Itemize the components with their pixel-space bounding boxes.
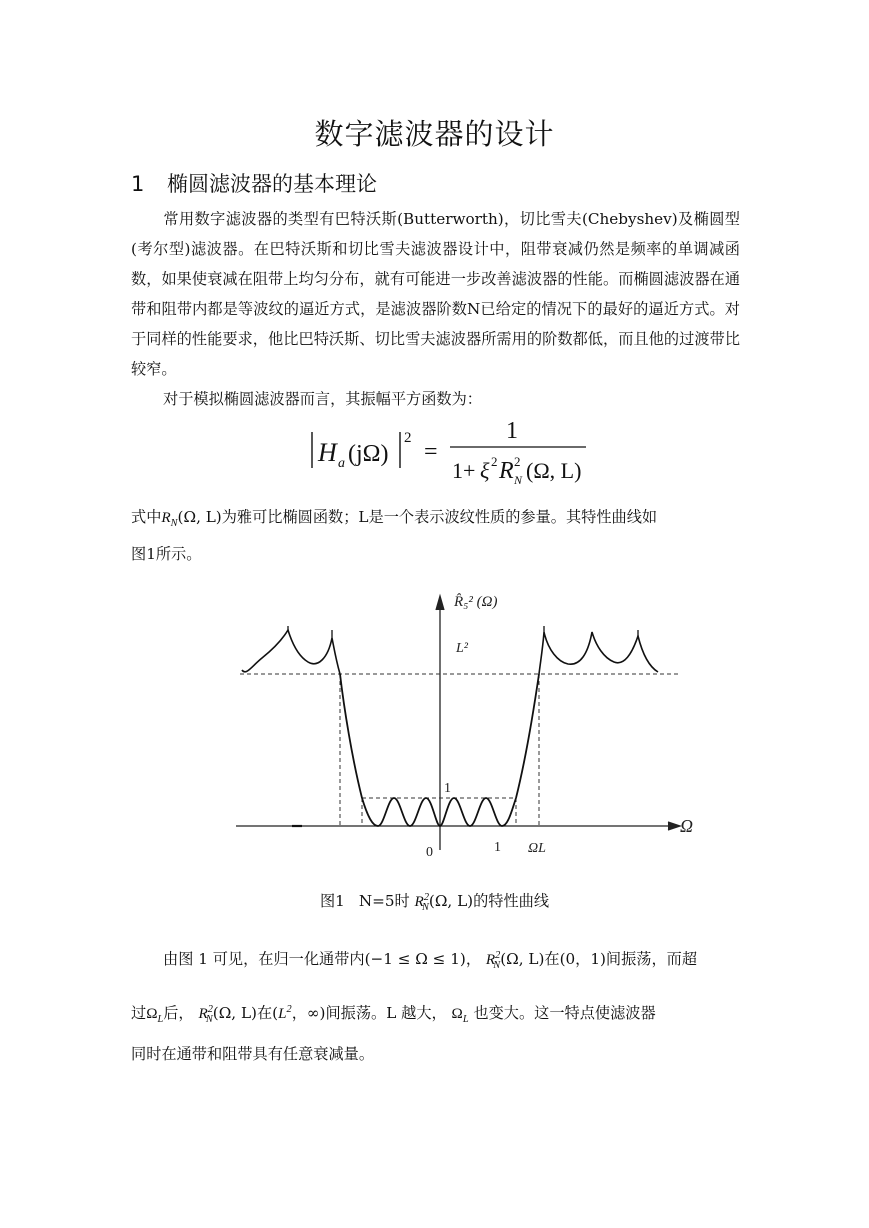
y-axis-label: R̂₅² (Ω) [454, 594, 498, 610]
conclusion-l2-exp: 2 [286, 1004, 292, 1016]
section-heading [131, 168, 377, 198]
jacobi-r [161, 509, 178, 530]
paragraph-jacobi [131, 502, 740, 569]
jacobi-prefix: 式中 [131, 508, 162, 526]
conclusion-arg-2: (Ω, L) [212, 1004, 257, 1023]
conclusion-r1-letter: R [485, 951, 496, 969]
conclusion-t4: 后， [163, 1004, 194, 1023]
conclusion-omega-l-2 [451, 1005, 469, 1026]
conclusion-r1-sub: N [493, 960, 501, 972]
caption-tail: 的特性曲线 [473, 892, 550, 910]
conclusion-omega1-sub: L [157, 1014, 164, 1026]
conclusion-t7: 也变大。这一特点使滤波器 [473, 1004, 656, 1023]
right-stopband-curve [539, 632, 658, 674]
section-number: 1 [131, 172, 145, 196]
caption-n: N=5时 [358, 892, 410, 910]
page-title: 数字滤波器的设计 [314, 117, 555, 151]
conclusion-t1: 由图 1 可见，在归一化通带内(−1 ≤ Ω ≤ 1)， [163, 950, 482, 969]
conclusion-r1-exp: 2 [495, 950, 501, 961]
conclusion-t6: ，∞)间振荡。L 越大， [291, 1004, 447, 1023]
caption-arg: (Ω, L) [428, 892, 474, 910]
paragraph-intro-text: 常用数字滤波器的类型有巴特沃斯(Butterworth)，切比雪夫(Chebyshev)及椭圆型(考尔型)滤波器。在巴特沃斯和切比雪夫滤波器设计中，阻带衰减仍然是频率的单调减函数，如果使衰减在阻带上均匀分布，就有可能进一步改善滤波器的性能。而椭圆滤波器在通带和阻带内都是等波纹的逼近方式，是滤波器阶数N已给定的情况下的最好的逼近方式。对于同样的性能要求，他比巴特沃斯、切比雪夫滤波器所需用的阶数都低，而且他的过渡带比较窄。 [131, 210, 740, 378]
conclusion-r-2 [198, 1004, 213, 1026]
conclusion-omega-l-1 [146, 1005, 164, 1026]
x-axis-label: Ω [680, 816, 694, 836]
paragraph-amplitude-text: 对于模拟椭圆滤波器而言，其振幅平方函数为： [163, 390, 482, 408]
caption-r-letter: R [414, 893, 424, 910]
jacobi-suffix2: 图1所示。 [131, 545, 202, 564]
eq-den-r: R [499, 458, 514, 484]
jacobi-r-letter: R [161, 509, 171, 526]
conclusion-omega2: Ω [451, 1005, 463, 1023]
x-tick-omega-l: ΩL [528, 841, 546, 856]
conclusion-arg-1: (Ω, L) [500, 950, 545, 969]
conclusion-omega2-sub: L [462, 1014, 469, 1026]
x-tick-1: 1 [494, 840, 501, 855]
left-transition-curve [340, 674, 362, 798]
x-tick-0: 0 [426, 845, 433, 860]
eq-numerator: 1 [506, 418, 518, 444]
conclusion-l2 [278, 1005, 292, 1022]
conclusion-t8: 同时在通带和阻带具有任意衰减量。 [131, 1045, 374, 1064]
conclusion-r-1 [485, 950, 501, 972]
right-transition-curve [516, 674, 539, 798]
caption-r-exp: 2 [423, 891, 429, 903]
characteristic-curve-figure [228, 588, 698, 868]
eq-den-arg: (Ω, L) [526, 458, 582, 483]
eq-equals: = [424, 439, 438, 465]
eq-den-xi: ξ [480, 458, 490, 483]
conclusion-t5: 在( [256, 1004, 279, 1023]
left-stopband-curve [242, 630, 340, 674]
eq-den-one-plus: 1+ [452, 458, 476, 483]
unity-label: 1 [444, 781, 451, 796]
passband-ripple-curve [362, 798, 516, 826]
eq-lhs-sub: a [338, 456, 345, 471]
caption-fig-number: 图1 [319, 892, 345, 910]
amplitude-squared-equation [300, 412, 600, 490]
conclusion-omega1: Ω [146, 1005, 158, 1023]
conclusion-l2-letter: L [278, 1005, 287, 1023]
conclusion-t2: 在(0，1)间振荡，而超 [544, 950, 698, 969]
eq-den-r-sub: N [514, 473, 523, 487]
jacobi-suffix1: 为雅可比椭圆函数；L是一个表示波纹性质的参量。其特性曲线如 [221, 508, 658, 526]
eq-lhs-exp: 2 [404, 430, 412, 446]
section-title: 椭圆滤波器的基本理论 [167, 172, 377, 196]
x-axis-arrow [668, 822, 680, 830]
paragraph-amplitude [131, 384, 740, 414]
y-axis-arrow [436, 596, 444, 610]
conclusion-r2-exp: 2 [207, 1004, 213, 1016]
conclusion-r2-letter: R [198, 1005, 208, 1023]
paragraph-conclusion [131, 934, 740, 1086]
figure-caption [0, 890, 869, 913]
eq-den-r-exp: 2 [514, 454, 521, 469]
eq-den-xi-exp: 2 [491, 454, 498, 469]
conclusion-t3: 过 [131, 1004, 147, 1023]
paragraph-intro [131, 204, 740, 384]
eq-lhs-arg: (jΩ) [348, 441, 389, 467]
caption-r-sub: N [422, 902, 429, 914]
jacobi-arg: (Ω, L) [177, 508, 222, 526]
jacobi-r-sub: N [170, 518, 178, 530]
conclusion-r2-sub: N [205, 1014, 213, 1026]
l2-label: L² [456, 641, 468, 656]
caption-r [414, 891, 429, 914]
eq-lhs-h: H [318, 438, 337, 467]
